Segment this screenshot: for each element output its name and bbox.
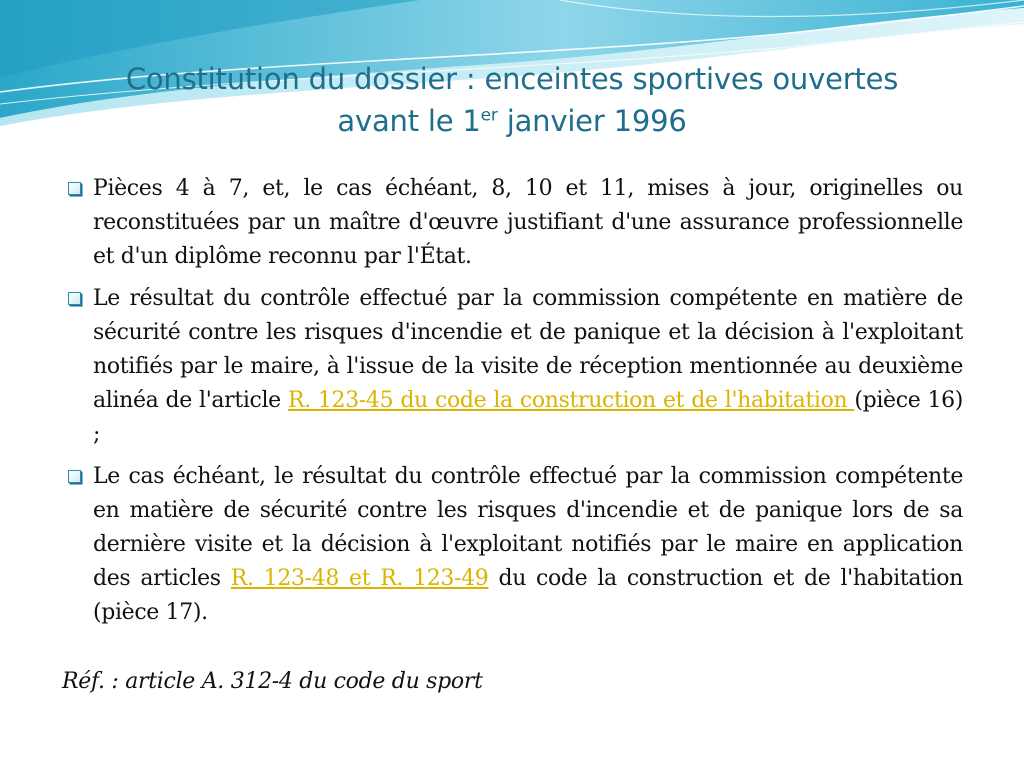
title-line-2	[60, 100, 964, 142]
title-line-1: Constitution du dossier : enceintes sportives ouvertes	[125, 62, 899, 96]
title-line-2-start: avant le 1	[337, 104, 481, 138]
bullet-item	[68, 282, 963, 452]
checkbox-bullet-icon	[68, 292, 81, 305]
title-line-2-end: janvier 1996	[497, 104, 687, 138]
bullet-text: Le cas échéant, le résultat du contrôle effectué par la commission compétente en matière de sécurité contre les risques d'incendie et de panique lors de sa dernière visite et la décision à l'exploitant notifiés par le maire en application des articles	[93, 464, 963, 591]
article-link-r123-45[interactable]: R. 123-45 du code la construction et de l'habitation	[287, 388, 855, 413]
bullet-text: Pièces 4 à 7, et, le cas échéant, 8, 10 et 11, mises à jour, originelles ou reconstituées par un maître d'œuvre justifiant d'une assurance professionnelle et d'un diplôme reconnu par l'État.	[93, 176, 963, 269]
title-superscript: er	[480, 105, 498, 126]
bullet-text: Le résultat du contrôle effectué par la commission compétente en matière de sécurité contre les risques d'incendie et de panique et la décision à l'exploitant notifiés par le maire, à l'issue de la visite de réception mentionnée au deuxième alinéa de l'article	[93, 286, 963, 413]
bullet-item	[68, 460, 963, 630]
reference-note: Réf. : article A. 312-4 du code du sport	[62, 669, 483, 694]
slide-title	[60, 58, 964, 142]
bullet-text-end: du code la construction et de l'habitation (pièce 17).	[93, 566, 963, 625]
bullet-item	[68, 172, 963, 274]
checkbox-bullet-icon	[68, 182, 81, 195]
article-link-r123-48-49[interactable]: R. 123-48 et R. 123-49	[230, 566, 489, 591]
bullet-text-end: (pièce 16) ;	[93, 388, 964, 447]
checkbox-bullet-icon	[68, 470, 81, 483]
bullet-list	[68, 172, 963, 638]
